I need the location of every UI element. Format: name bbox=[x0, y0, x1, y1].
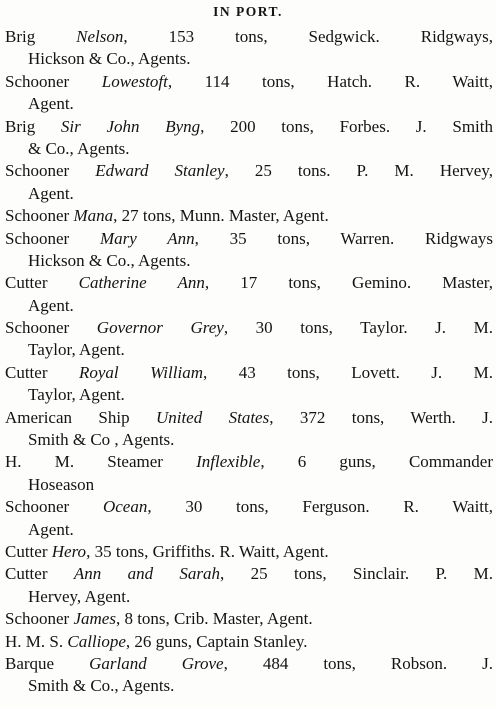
entry-first-line bbox=[5, 451, 493, 473]
vessel-details: , 200 tons, Forbes. J. Smith bbox=[200, 116, 493, 136]
vessel-type: Smith & Co , Agents. bbox=[28, 430, 175, 450]
vessel-name: Governor Grey bbox=[96, 318, 224, 338]
entry-continuation-line bbox=[5, 48, 493, 70]
vessel-type: Brig bbox=[5, 116, 61, 136]
entry-first-line bbox=[5, 228, 493, 250]
vessel-details: , 153 tons, Sedgwick. Ridgways, bbox=[123, 27, 493, 46]
vessel-type: Schooner bbox=[5, 206, 74, 226]
entry-continuation-line bbox=[5, 384, 493, 406]
vessel-details: , 372 tons, Werth. J. bbox=[269, 407, 493, 427]
vessel-name: Calliope bbox=[67, 631, 126, 651]
vessel-type: Taylor, Agent. bbox=[28, 385, 125, 405]
entry-first-line bbox=[5, 608, 493, 630]
vessel-details: , 114 tons, Hatch. R. Waitt, bbox=[167, 71, 493, 91]
vessel-type: Agent. bbox=[28, 94, 74, 114]
ship-entry bbox=[5, 631, 493, 653]
vessel-type: Smith & Co., Agents. bbox=[28, 676, 175, 696]
vessel-name: United States bbox=[155, 407, 270, 427]
vessel-type: Cutter bbox=[5, 273, 79, 293]
vessel-type: Agent. bbox=[28, 519, 74, 539]
vessel-details: , 26 guns, Captain Stanley. bbox=[125, 631, 308, 651]
vessel-details: , 30 tons, Ferguson. R. Waitt, bbox=[147, 497, 493, 517]
vessel-type: Brig bbox=[5, 27, 77, 46]
entry-first-line bbox=[5, 116, 493, 138]
vessel-type: Schooner bbox=[5, 71, 102, 91]
vessel-details: , 35 tons, Warren. Ridgways bbox=[194, 228, 493, 248]
entry-continuation-line bbox=[5, 183, 493, 205]
ship-entry bbox=[5, 26, 493, 71]
entry-continuation-line bbox=[5, 675, 493, 697]
vessel-details: , 6 guns, Commander bbox=[260, 452, 494, 472]
vessel-details: , 25 tons, Sinclair. P. M. bbox=[220, 564, 493, 584]
ship-entry bbox=[5, 362, 493, 407]
entry-continuation-line bbox=[5, 295, 493, 317]
entry-continuation-line bbox=[5, 339, 493, 361]
entry-first-line bbox=[5, 563, 493, 585]
vessel-type: Barque bbox=[5, 653, 90, 673]
ship-entry bbox=[5, 451, 493, 496]
vessel-name: Hero bbox=[51, 541, 87, 561]
ship-entry bbox=[5, 608, 493, 630]
entry-continuation-line bbox=[5, 586, 493, 608]
vessel-details: , 30 tons, Taylor. J. M. bbox=[223, 318, 493, 338]
vessel-type: & Co., Agents. bbox=[28, 138, 130, 158]
entry-first-line bbox=[5, 26, 493, 48]
ship-entry bbox=[5, 228, 493, 273]
vessel-name: Inflexible bbox=[196, 452, 261, 472]
vessel-name: Ann and Sarah bbox=[73, 564, 221, 584]
vessel-name: Ocean bbox=[102, 497, 148, 517]
entry-continuation-line bbox=[5, 429, 493, 451]
vessel-name: James bbox=[73, 609, 116, 629]
ship-entry bbox=[5, 71, 493, 116]
ship-entry bbox=[5, 653, 493, 698]
vessel-type: Agent. bbox=[28, 295, 74, 315]
vessel-name: Mary Ann bbox=[99, 228, 195, 248]
entry-first-line bbox=[5, 496, 493, 518]
vessel-type: Cutter bbox=[5, 541, 52, 561]
entry-first-line bbox=[5, 407, 493, 429]
vessel-type: Schooner bbox=[5, 609, 74, 629]
vessel-name: Royal William bbox=[78, 362, 203, 382]
entry-first-line bbox=[5, 653, 493, 675]
vessel-name: Nelson bbox=[76, 27, 124, 46]
ship-entry bbox=[5, 541, 493, 563]
vessel-details: , 17 tons, Gemino. Master, bbox=[204, 273, 493, 293]
ship-entry bbox=[5, 116, 493, 161]
entry-first-line bbox=[5, 160, 493, 182]
vessel-type: Cutter bbox=[5, 564, 74, 584]
entry-continuation-line bbox=[5, 474, 493, 496]
entry-continuation-line bbox=[5, 519, 493, 541]
ship-entry bbox=[5, 205, 493, 227]
entry-first-line bbox=[5, 205, 493, 227]
ship-entry bbox=[5, 407, 493, 452]
ship-entry bbox=[5, 317, 493, 362]
entry-first-line bbox=[5, 631, 493, 653]
entry-first-line bbox=[5, 71, 493, 93]
vessel-type: Hervey, Agent. bbox=[28, 586, 131, 606]
vessel-details: , 27 tons, Munn. Master, Agent. bbox=[113, 206, 329, 226]
vessel-type: Taylor, Agent. bbox=[28, 340, 125, 360]
vessel-type: American Ship bbox=[5, 407, 156, 427]
ship-entry bbox=[5, 496, 493, 541]
vessel-type: Hickson & Co., Agents. bbox=[28, 250, 191, 270]
vessel-name: Sir John Byng bbox=[60, 116, 201, 136]
entry-first-line bbox=[5, 317, 493, 339]
entry-continuation-line bbox=[5, 250, 493, 272]
shipping-list bbox=[5, 26, 493, 698]
vessel-details: , 8 tons, Crib. Master, Agent. bbox=[115, 609, 313, 629]
vessel-details: , 25 tons. P. M. Hervey, bbox=[224, 161, 493, 181]
ship-entry bbox=[5, 160, 493, 205]
ship-entry bbox=[5, 563, 493, 608]
entry-continuation-line bbox=[5, 93, 493, 115]
entry-continuation-line bbox=[5, 138, 493, 160]
vessel-name: Garland Grove bbox=[89, 653, 224, 673]
vessel-details: , 35 tons, Griffiths. R. Waitt, Agent. bbox=[86, 541, 329, 561]
section-heading: IN PORT. bbox=[213, 4, 283, 19]
vessel-name: Lowestoft bbox=[101, 71, 168, 91]
vessel-type: Schooner bbox=[5, 228, 100, 248]
vessel-type: Hickson & Co., Agents. bbox=[28, 49, 191, 69]
vessel-type: Schooner bbox=[5, 318, 97, 338]
ship-entry bbox=[5, 272, 493, 317]
vessel-name: Catherine Ann bbox=[78, 273, 205, 293]
entry-first-line bbox=[5, 362, 493, 384]
vessel-type: Agent. bbox=[28, 183, 74, 203]
vessel-name: Mana bbox=[73, 206, 114, 226]
vessel-type: Schooner bbox=[5, 161, 96, 181]
vessel-type: Cutter bbox=[5, 362, 79, 382]
vessel-type: H. M. Steamer bbox=[5, 452, 197, 472]
vessel-type: H. M. S. bbox=[5, 631, 68, 651]
vessel-details: , 484 tons, Robson. J. bbox=[223, 653, 493, 673]
entry-first-line bbox=[5, 272, 493, 294]
vessel-type: Schooner bbox=[5, 497, 103, 517]
entry-first-line bbox=[5, 541, 493, 563]
vessel-type: Hoseason bbox=[28, 474, 95, 494]
vessel-details: , 43 tons, Lovett. J. M. bbox=[202, 362, 494, 382]
vessel-name: Edward Stanley bbox=[95, 161, 225, 181]
